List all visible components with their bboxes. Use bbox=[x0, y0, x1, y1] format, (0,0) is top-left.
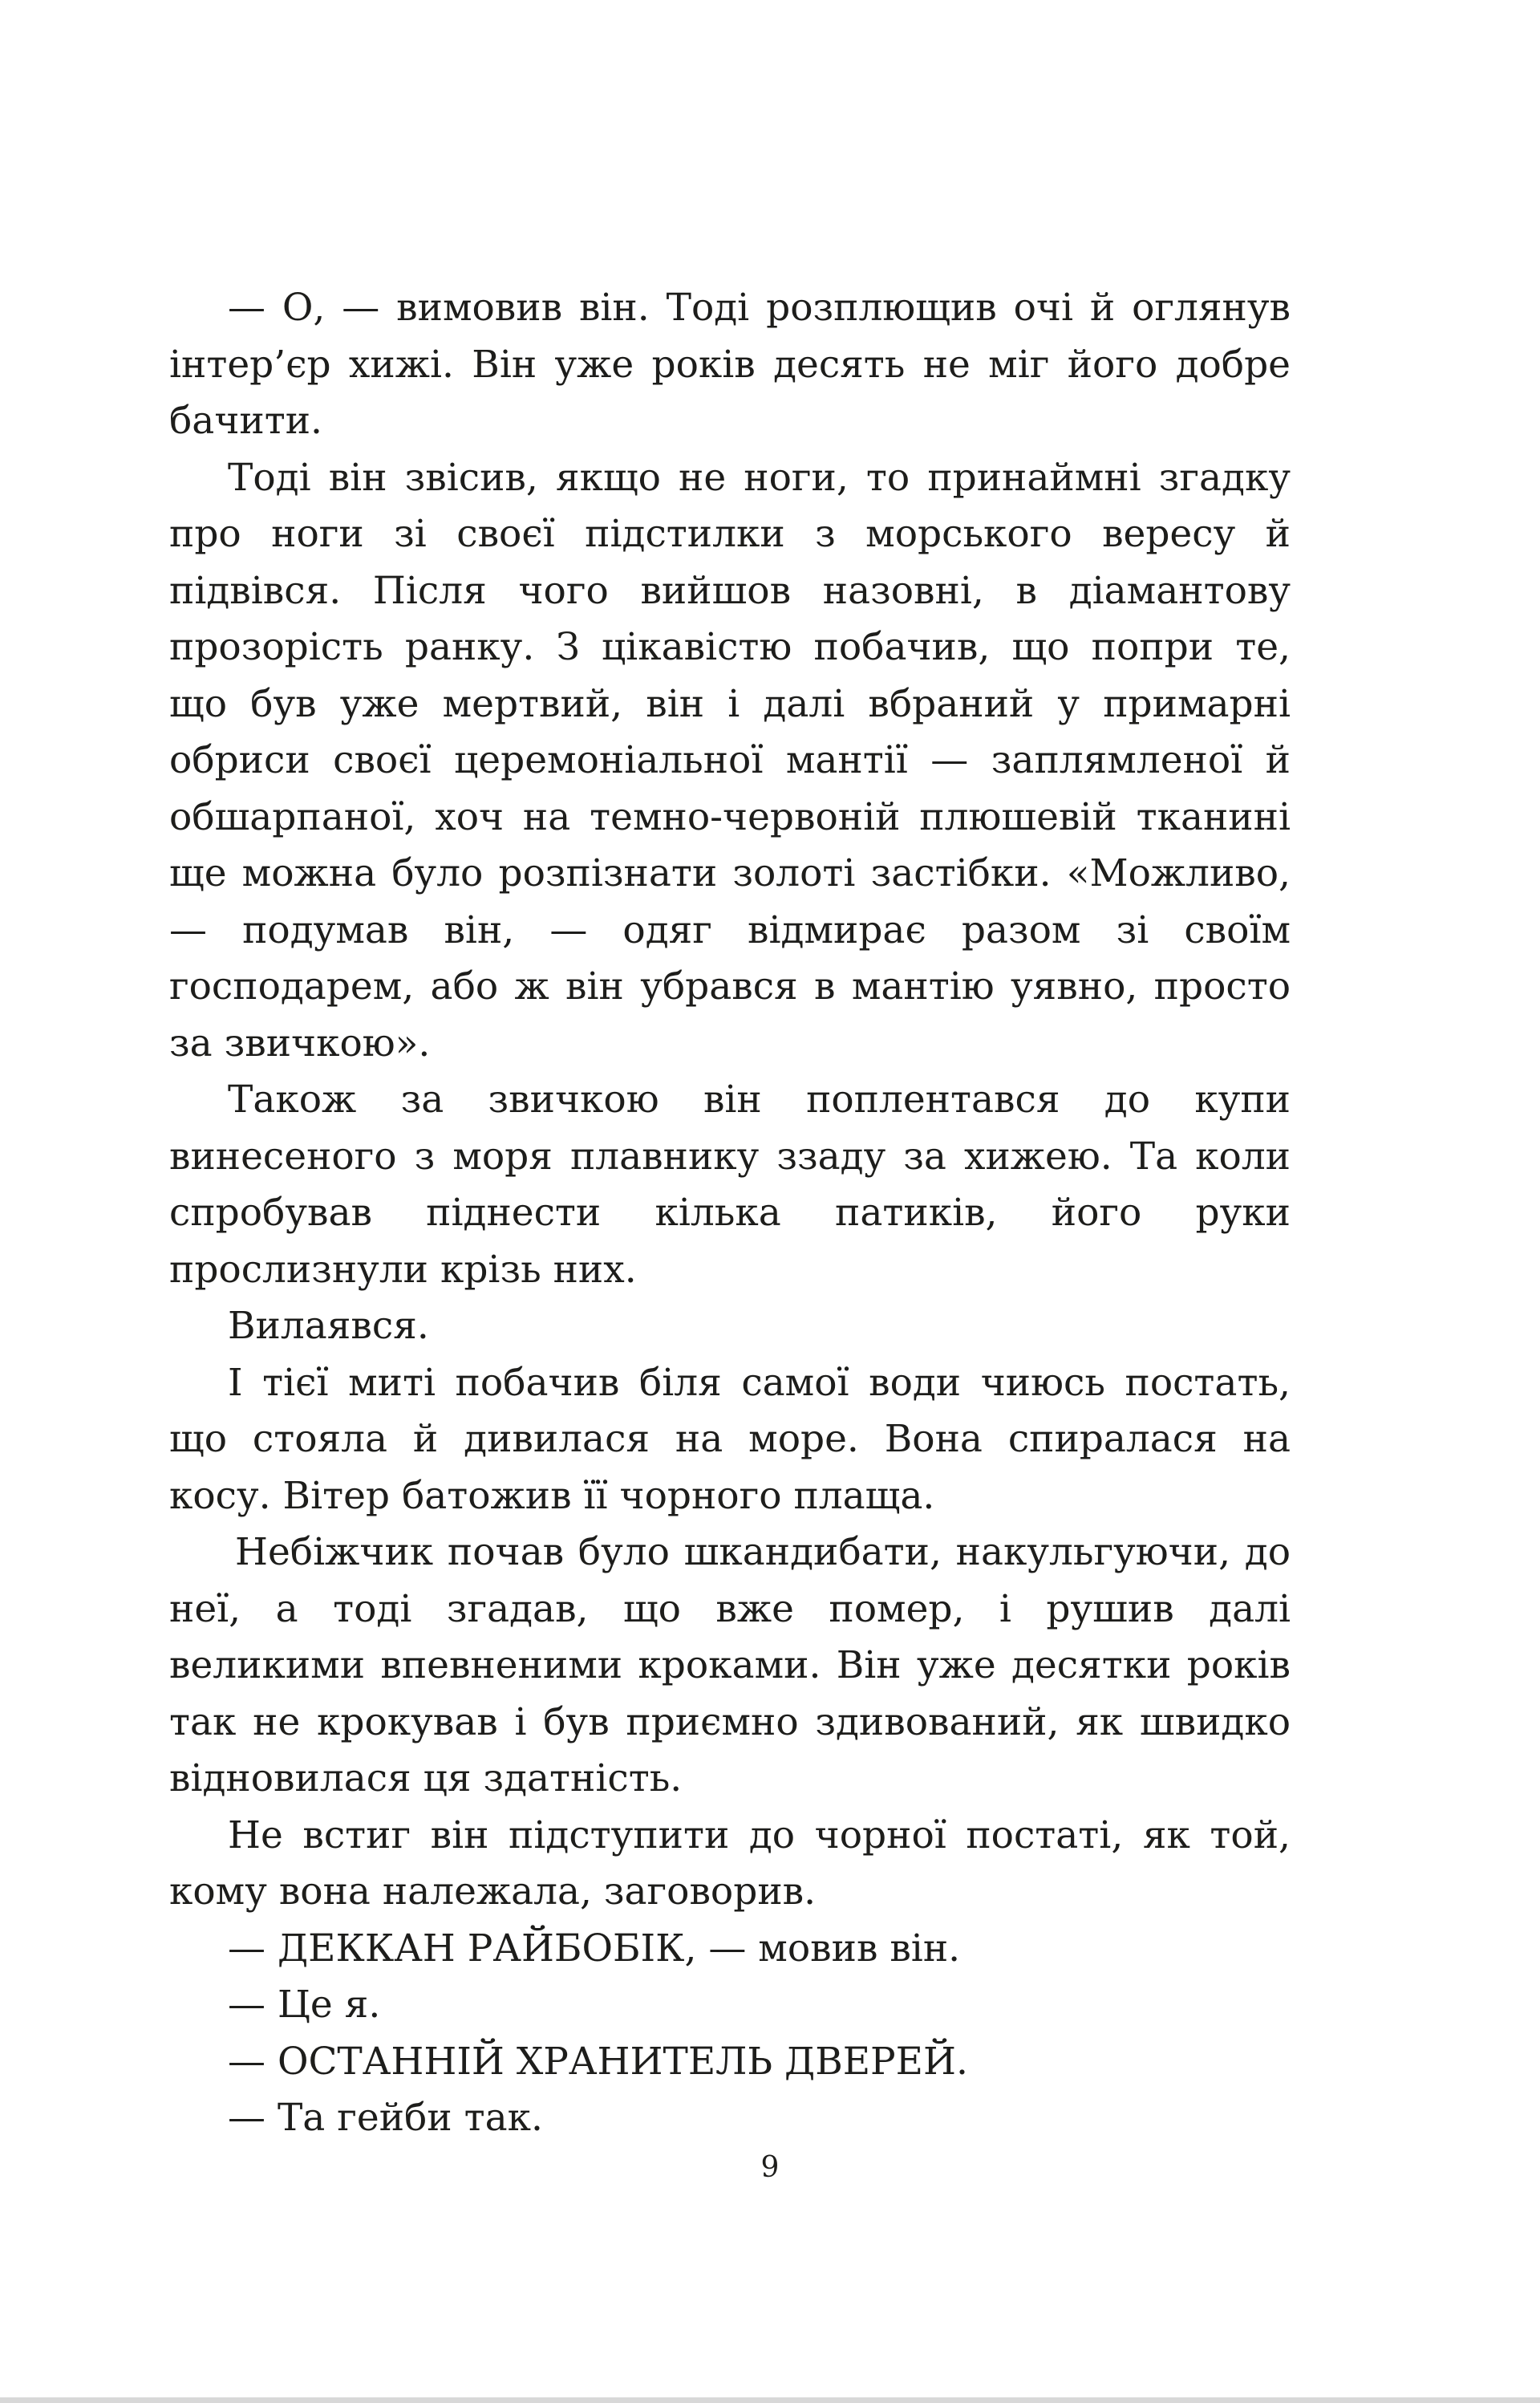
bottom-divider bbox=[0, 2397, 1540, 2403]
dialogue-line-4: — Та гейби так. bbox=[228, 2096, 543, 2140]
paragraph-3: Також за звичкою він поплентався до купи винесеного з моря плавнику ззаду за хижею. Та коли спробував піднести кілька патиків, його руки прослизнули крізь них. bbox=[169, 1078, 1291, 1292]
paragraph-1: — О, — вимовив він. Тоді розплющив очі й оглянув інтер’єр хижі. Він уже років десять не міг його добре бачити. bbox=[169, 286, 1291, 443]
paragraph-7: Не встиг він підступити до чорної постаті, як той, кому вона належала, заговорив. bbox=[169, 1812, 1291, 1914]
paragraph-6: Небіжчик почав було шкандибати, накульгуючи, до неї, а тоді згадав, що вже помер, і рушив далі великими впевненими кроками. Він уже десятки років так не крокував і був приємно здивований, як швидко відновилася ця здатність. bbox=[169, 1530, 1291, 1800]
paragraph-2: Тоді він звісив, якщо не ноги, то принаймні згадку про ноги зі своєї підстилки з морського вересу й підвівся. Після чого вийшов назовні, в діамантову прозорість ранку. З цікавістю побачив, що попри те, що був уже мертвий, він і далі вбраний у примарні обриси своєї церемоніальної мантії — заплямленої й обшарпаної, хоч на темно-червоній плюшевій тканині ще можна було розпізнати золоті застібки. «Можливо, — подумав він, — одяг відмирає разом зі своїм господарем, або ж він убрався в мантію уявно, просто за звичкою». bbox=[169, 455, 1291, 1066]
dialogue-line-3: — ОСТАННІЙ ХРАНИТЕЛЬ ДВЕРЕЙ. bbox=[228, 2039, 968, 2084]
dialogue-line-1: — ДЕККАН РАЙБОБІК, — мовив він. bbox=[228, 1926, 961, 1971]
paragraph-5: І тієї миті побачив біля самої води чиюсь постать, що стояла й дивилася на море. Вона спиралася на косу. Вітер батожив її чорного плаща. bbox=[169, 1360, 1291, 1518]
paragraph-4: Вилаявся. bbox=[228, 1304, 429, 1348]
body-text bbox=[169, 280, 1291, 2147]
page-number: 9 bbox=[760, 2151, 780, 2184]
dialogue-line-2: — Це я. bbox=[228, 1983, 381, 2027]
